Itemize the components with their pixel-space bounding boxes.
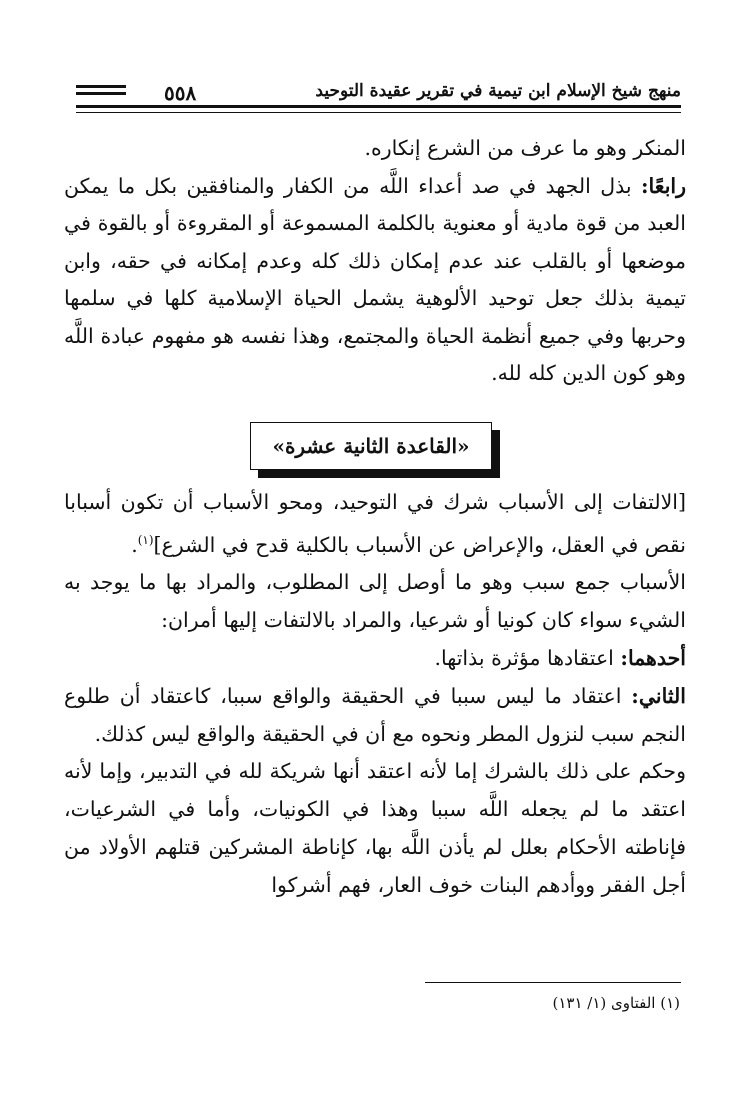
paragraph-text: الأسباب جمع سبب وهو ما أوصل إلى المطلوب، والمراد بها ما يوجد به الشيء سواء كان كونيا أو شرعيا، والمراد بالالتفات إليها أمران: bbox=[64, 570, 686, 633]
text-section-1 bbox=[64, 130, 686, 393]
paragraph-text: المنكر وهو ما عرف من الشرع إنكاره. bbox=[364, 136, 686, 160]
rule-heading-box bbox=[250, 422, 492, 470]
header-rule-thin bbox=[76, 112, 681, 113]
paragraph-label: أحدهما: bbox=[620, 646, 686, 671]
rule-statement-text: [الالتفات إلى الأسباب شرك في التوحيد، ومحو الأسباب أن تكون أسبابا نقص في العقل، والإعراض عن الأسباب بالكلية قدح في الشرع] bbox=[64, 490, 686, 557]
paragraph-label: رابعًا: bbox=[640, 173, 686, 198]
running-header bbox=[76, 80, 681, 120]
header-title: منهج شيخ الإسلام ابن تيمية في تقرير عقيدة التوحيد bbox=[315, 81, 681, 101]
header-rule-thick bbox=[76, 105, 681, 108]
second-meaning bbox=[64, 678, 686, 754]
rule-statement-end: . bbox=[131, 532, 138, 557]
paragraph-fourth bbox=[64, 168, 686, 393]
paragraph-text: اعتقادها مؤثرة بذاتها. bbox=[434, 646, 621, 671]
footnote: (١) الفتاوى (١/ ١٣١) bbox=[552, 994, 680, 1012]
rule-heading: «القاعدة الثانية عشرة» bbox=[272, 434, 470, 458]
paragraph-label: الثاني: bbox=[631, 683, 686, 708]
page-number: ٥٥٨ bbox=[156, 82, 204, 104]
paragraph-text: اعتقاد ما ليس سببا في الحقيقة والواقع سببا، كاعتقاد أن طلوع النجم سبب لنزول المطر ونحوه مع أن في الحقيقة والواقع ليس كذلك. bbox=[64, 683, 686, 746]
text-section-2 bbox=[64, 484, 686, 905]
footnote-ref: (١) bbox=[137, 532, 154, 547]
paragraph-continuation bbox=[64, 130, 686, 168]
paragraph-text: وحكم على ذلك بالشرك إما لأنه اعتقد أنها شريكة لله في التدبير، وإما لأنه اعتقد ما لم يجعله اللَّه سببا وهذا في الكونيات، وأما في الشرعيات، فإناطته الأحكام بعلل لم يأذن اللَّه بها، كإناطة المشركين قتلهم الأولاد من أجل الفقر ووأدهم البنات خوف العار، فهم أشركوا bbox=[64, 759, 686, 897]
rule-statement bbox=[64, 484, 686, 564]
first-meaning bbox=[64, 640, 686, 678]
paragraph-text: بذل الجهد في صد أعداء اللَّه من الكفار والمنافقين بكل ما يمكن العبد من قوة مادية أو معنوية بالكلمة المسموعة أو المقروءة أو بالقوة في موضعها أو بالقلب عند عدم إمكان ذلك كله وعدم إمكانه في حقه، وابن تيمية بذلك جعل توحيد الألوهية يشمل الحياة الإسلامية كلها في سلمها وحربها وفي جميع أنظمة الحياة والمجتمع، وهذا نفسه هو مفهوم عبادة اللَّه وهو كون الدين كله لله. bbox=[64, 173, 686, 385]
footnote-separator bbox=[425, 982, 681, 983]
page-number-mark bbox=[76, 85, 126, 99]
closing-paragraph bbox=[64, 753, 686, 904]
definition-paragraph bbox=[64, 564, 686, 640]
